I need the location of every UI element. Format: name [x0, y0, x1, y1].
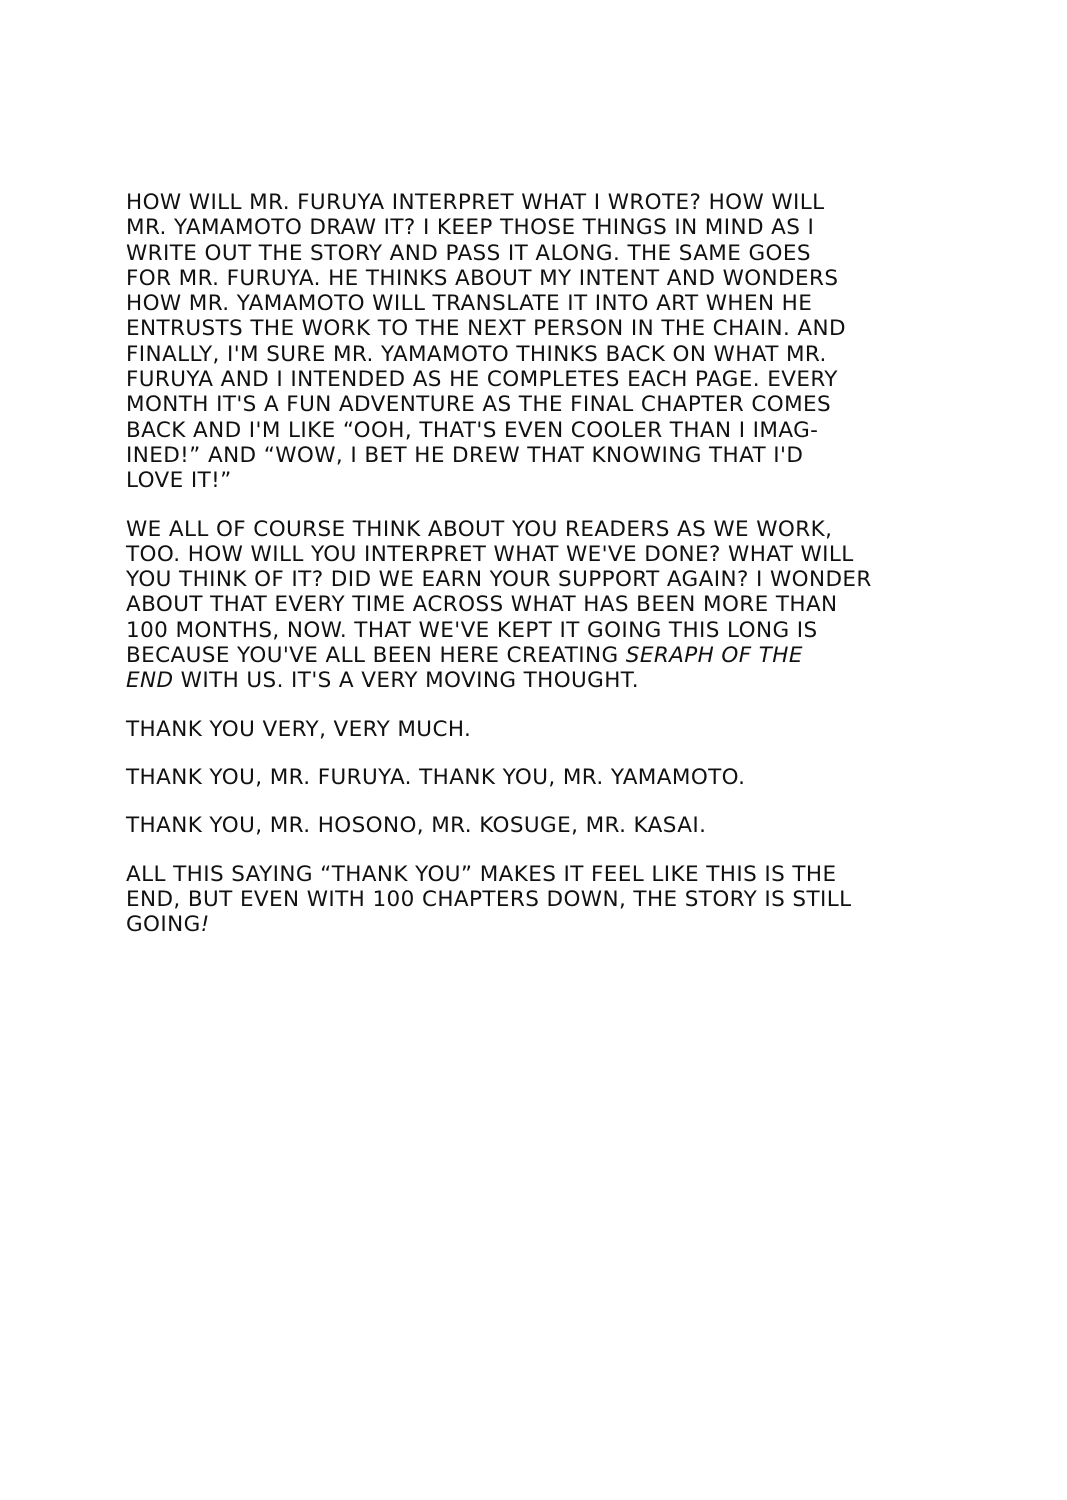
text-line: WRITE OUT THE STORY AND PASS IT ALONG. THE SAME GOES	[126, 240, 811, 266]
series-title-part-2: END	[126, 668, 174, 694]
text-line: 100 MONTHS, NOW. THAT WE'VE KEPT IT GOING THIS LONG IS	[126, 617, 818, 643]
paragraph-3	[126, 717, 986, 742]
text-line: WE ALL OF COURSE THINK ABOUT YOU READERS AS WE WORK,	[126, 516, 833, 542]
paragraph-1	[126, 190, 986, 494]
text-line: HOW WILL MR. FURUYA INTERPRET WHAT I WROTE? HOW WILL	[126, 190, 825, 215]
text-line: THANK YOU, MR. FURUYA. THANK YOU, MR. YAMAMOTO.	[126, 764, 746, 790]
text-line: ABOUT THAT EVERY TIME ACROSS WHAT HAS BEEN MORE THAN	[126, 592, 838, 618]
last-word: GOING	[126, 912, 201, 938]
text-line	[126, 668, 986, 693]
text-line: END, BUT EVEN WITH 100 CHAPTERS DOWN, THE STORY IS STILL	[126, 886, 852, 912]
paragraph-6	[126, 862, 986, 938]
text-line: FOR MR. FURUYA. HE THINKS ABOUT MY INTENT AND WONDERS	[126, 265, 839, 291]
text-line: TOO. HOW WILL YOU INTERPRET WHAT WE'VE DONE? WHAT WILL	[126, 541, 854, 567]
text-line: LOVE IT!”	[126, 468, 232, 494]
series-title-part-1: SERAPH OF THE	[625, 643, 803, 669]
line-end-text: WITH US. IT'S A VERY MOVING THOUGHT.	[173, 668, 640, 694]
text-line: FINALLY, I'M SURE MR. YAMAMOTO THINKS BACK ON WHAT MR.	[126, 341, 827, 367]
text-line: THANK YOU VERY, VERY MUCH.	[126, 716, 472, 742]
text-line: INED!” AND “WOW, I BET HE DREW THAT KNOWING THAT I'D	[126, 442, 804, 468]
line-start-text: BECAUSE YOU'VE ALL BEEN HERE CREATING	[126, 643, 626, 669]
text-line: THANK YOU, MR. HOSONO, MR. KOSUGE, MR. KASAI.	[126, 813, 707, 839]
paragraph-2	[126, 517, 986, 694]
paragraph-5	[126, 813, 986, 838]
text-line: MR. YAMAMOTO DRAW IT? I KEEP THOSE THINGS IN MIND AS I	[126, 215, 815, 241]
text-line: ENTRUSTS THE WORK TO THE NEXT PERSON IN THE CHAIN. AND	[126, 316, 846, 342]
text-line: YOU THINK OF IT? DID WE EARN YOUR SUPPORT AGAIN? I WONDER	[126, 567, 872, 593]
text-line: FURUYA AND I INTENDED AS HE COMPLETES EACH PAGE. EVERY	[126, 367, 838, 393]
text-line: BACK AND I'M LIKE “OOH, THAT'S EVEN COOLER THAN I IMAG-	[126, 417, 819, 443]
text-line: MONTH IT'S A FUN ADVENTURE AS THE FINAL CHAPTER COMES	[126, 392, 832, 418]
text-line: ALL THIS SAYING “THANK YOU” MAKES IT FEEL LIKE THIS IS THE	[126, 861, 837, 887]
exclamation-mark: !	[200, 912, 210, 938]
text-line	[126, 643, 986, 668]
afterword-text	[126, 190, 986, 960]
paragraph-4	[126, 765, 986, 790]
text-line	[126, 912, 986, 937]
text-line: HOW MR. YAMAMOTO WILL TRANSLATE IT INTO ART WHEN HE	[126, 291, 813, 317]
